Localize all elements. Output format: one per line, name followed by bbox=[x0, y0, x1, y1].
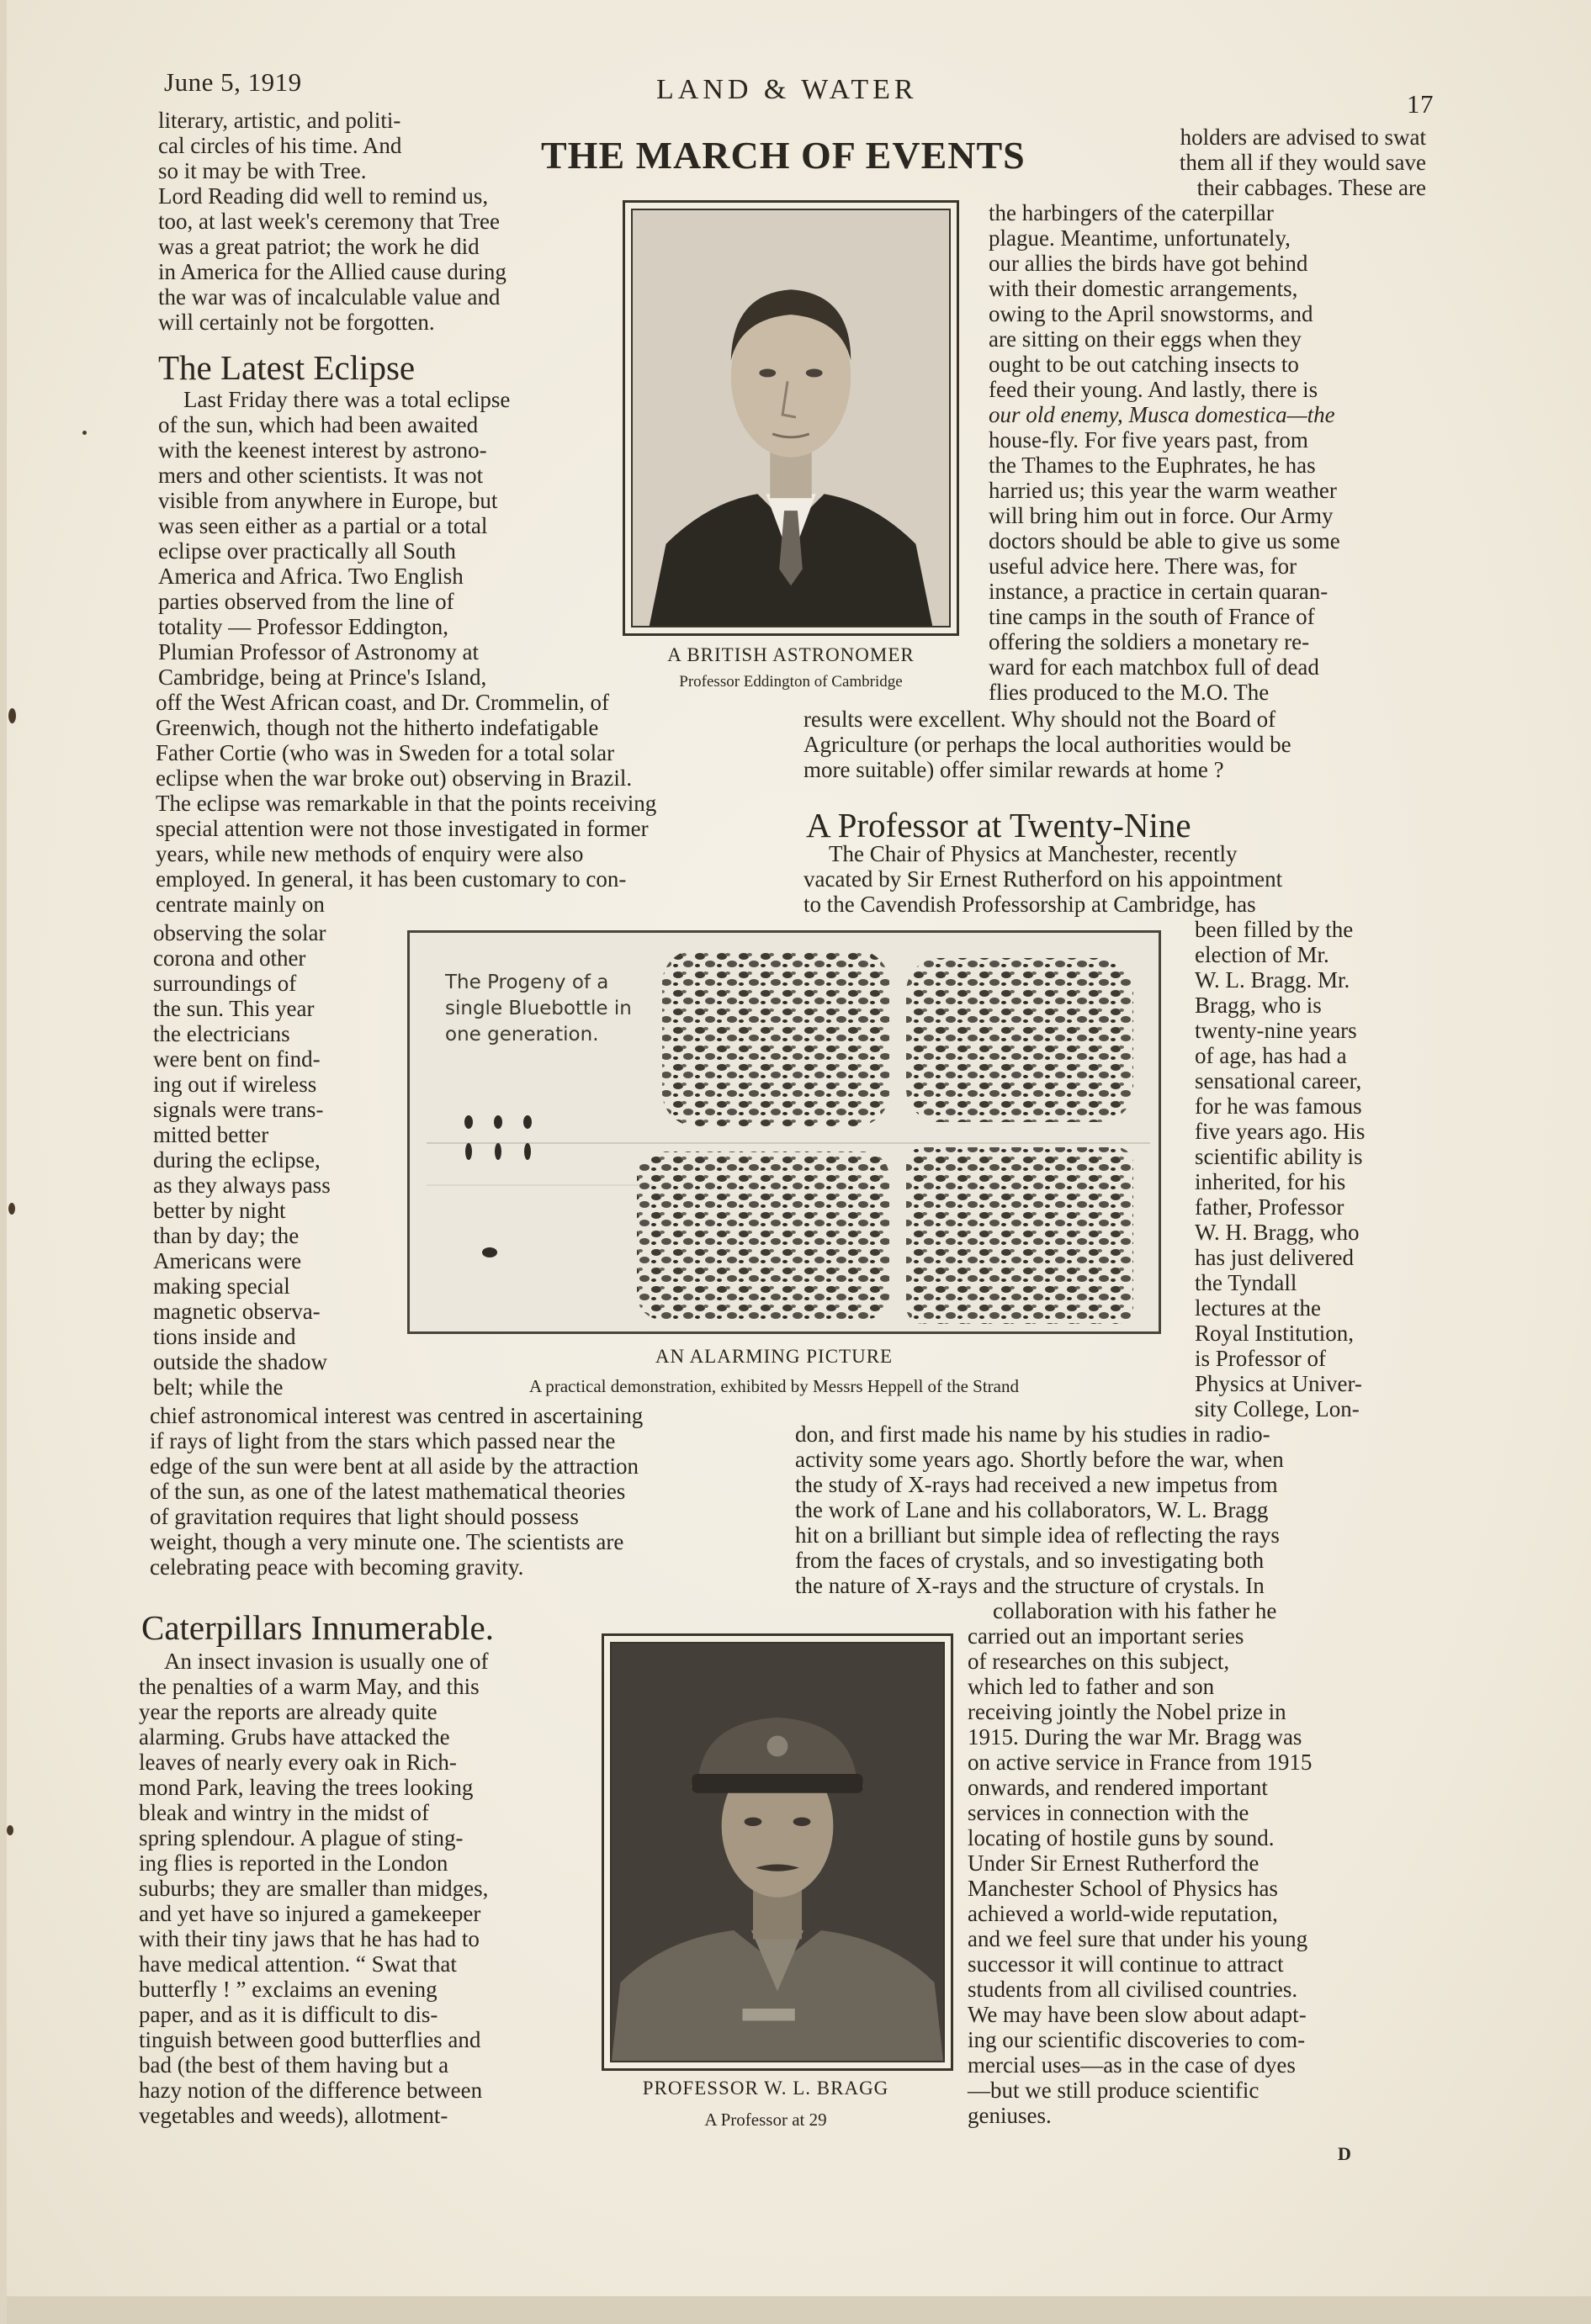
text-line: year the reports are already quite bbox=[139, 1699, 438, 1724]
text-line: receiving jointly the Nobel prize in bbox=[968, 1699, 1286, 1724]
text-line: sity College, Lon- bbox=[1195, 1396, 1360, 1421]
text-line: parties observed from the line of bbox=[158, 589, 454, 614]
stain-mark bbox=[7, 1825, 13, 1835]
text-line: vegetables and weeds), allotment- bbox=[139, 2103, 448, 2128]
eclipse-heading: The Latest Eclipse bbox=[158, 348, 416, 387]
text-line: services in connection with the bbox=[968, 1800, 1249, 1825]
text-line: our old enemy, Musca domestica—the bbox=[989, 402, 1335, 427]
text-line: hazy notion of the difference between bbox=[139, 2078, 483, 2103]
text-line: was a great patriot; the work he did bbox=[158, 234, 480, 259]
text-line: ing flies is reported in the London bbox=[139, 1850, 448, 1876]
text-line: our allies the birds have got behind bbox=[989, 251, 1308, 276]
text-line: to the Cavendish Professorship at Cambridge, has bbox=[803, 892, 1256, 917]
text-line: We may have been slow about adapt- bbox=[968, 2002, 1307, 2027]
eddington-photo-frame bbox=[623, 200, 959, 636]
text-line: and we feel sure that under his young bbox=[968, 1926, 1308, 1951]
text-line: with their domestic arrangements, bbox=[989, 276, 1298, 301]
text-line: is Professor of bbox=[1195, 1346, 1326, 1371]
text-line: alarming. Grubs have attacked the bbox=[139, 1724, 450, 1750]
text-line: making special bbox=[153, 1273, 290, 1299]
text-line: owing to the April snowstorms, and bbox=[989, 301, 1313, 326]
text-line: bleak and wintry in the midst of bbox=[139, 1800, 429, 1825]
text-line: tinguish between good butterflies and bbox=[139, 2027, 481, 2052]
text-line: Greenwich, though not the hitherto indefatigable bbox=[156, 715, 599, 740]
text-line: An insect invasion is usually one of bbox=[164, 1649, 489, 1674]
text-line: plague. Meantime, unfortunately, bbox=[989, 225, 1291, 251]
text-line: results were excellent. Why should not the Board of bbox=[803, 707, 1276, 732]
text-line: locating of hostile guns by sound. bbox=[968, 1825, 1275, 1850]
text-line: twenty-nine years bbox=[1195, 1018, 1357, 1043]
text-line: students from all civilised countries. bbox=[968, 1977, 1298, 2002]
text-line: inherited, for his bbox=[1195, 1169, 1346, 1194]
text-line: in America for the Allied cause during bbox=[158, 259, 506, 284]
text-line: Manchester School of Physics has bbox=[968, 1876, 1278, 1901]
text-line: feed their young. And lastly, there is bbox=[989, 377, 1318, 402]
bragg-photo bbox=[610, 1642, 945, 2062]
text-line: has just delivered bbox=[1195, 1245, 1354, 1270]
text-line: the work of Lane and his collaborators, W. L. Bragg bbox=[795, 1497, 1269, 1522]
text-line: been filled by the bbox=[1195, 917, 1354, 942]
text-line: chief astronomical interest was centred in ascertaining bbox=[150, 1403, 644, 1428]
right-col-continued bbox=[803, 707, 1426, 782]
eddington-portrait-image bbox=[633, 210, 949, 626]
text-line: the Thames to the Euphrates, he has bbox=[989, 453, 1316, 478]
text-line: offering the soldiers a monetary re- bbox=[989, 629, 1310, 654]
text-line: bad (the best of them having but a bbox=[139, 2052, 449, 2078]
text-line: 1915. During the war Mr. Bragg was bbox=[968, 1724, 1302, 1750]
left-edge-band bbox=[0, 0, 7, 2324]
text-line: their cabbages. These are bbox=[1196, 175, 1426, 200]
text-line: Plumian Professor of Astronomy at bbox=[158, 639, 479, 664]
text-line: the study of X-rays had received a new impetus from bbox=[795, 1472, 1278, 1497]
professor-text-mid bbox=[795, 1421, 1418, 1598]
text-line: the penalties of a warm May, and this bbox=[139, 1674, 480, 1699]
text-line: years, while new methods of enquiry were also bbox=[156, 841, 584, 866]
professor-heading: A Professor at Twenty-Nine bbox=[806, 806, 1191, 844]
text-line: vacated by Sir Ernest Rutherford on his appointment bbox=[803, 866, 1283, 892]
text-line: flies produced to the M.O. The bbox=[989, 680, 1270, 705]
text-line: collaboration with his father he bbox=[993, 1598, 1277, 1623]
text-line: will bring him out in force. Our Army bbox=[989, 503, 1334, 528]
text-line: surroundings of bbox=[153, 971, 297, 996]
text-line: single Bluebottle in bbox=[445, 998, 632, 1019]
text-line: outside the shadow bbox=[153, 1349, 327, 1374]
eclipse-text-side bbox=[153, 920, 374, 1400]
text-line: W. H. Bragg, who bbox=[1195, 1220, 1360, 1245]
text-line: were bent on find- bbox=[153, 1046, 321, 1072]
text-line: Lord Reading did well to remind us, bbox=[158, 183, 489, 209]
text-line: of the sun, which had been awaited bbox=[158, 412, 479, 437]
text-line: are sitting on their eggs when they bbox=[989, 326, 1302, 352]
text-line: too, at last week's ceremony that Tree bbox=[158, 209, 501, 234]
text-line: was seen either as a partial or a total bbox=[158, 513, 488, 538]
bragg-caption: PROFESSOR W. L. BRAGG bbox=[642, 2078, 889, 2099]
text-line: so it may be with Tree. bbox=[158, 158, 367, 183]
text-line: tine camps in the south of France of bbox=[989, 604, 1315, 629]
text-line: —but we still produce scientific bbox=[968, 2078, 1260, 2103]
text-line: tions inside and bbox=[153, 1324, 296, 1349]
text-line: better by night bbox=[153, 1198, 286, 1223]
professor-text-side bbox=[1195, 917, 1422, 1421]
text-line: ward for each matchbox full of dead bbox=[989, 654, 1319, 680]
professor-text-wide bbox=[803, 841, 1426, 917]
text-line: lectures at the bbox=[1195, 1295, 1321, 1321]
text-line: centrate mainly on bbox=[156, 892, 325, 917]
text-line: Bragg, who is bbox=[1195, 993, 1322, 1018]
text-line: carried out an important series bbox=[968, 1623, 1244, 1649]
text-line: achieved a world-wide reputation, bbox=[968, 1901, 1278, 1926]
text-line: more suitable) offer similar rewards at home ? bbox=[803, 757, 1224, 782]
text-line: hit on a brilliant but simple idea of reflecting the rays bbox=[795, 1522, 1280, 1548]
text-line: Father Cortie (who was in Sweden for a total solar bbox=[156, 740, 615, 765]
text-line: mercial uses—as in the case of dyes bbox=[968, 2052, 1296, 2078]
text-line: which led to father and son bbox=[968, 1674, 1215, 1699]
text-line: mers and other scientists. It was not bbox=[158, 463, 484, 488]
text-line: election of Mr. bbox=[1195, 942, 1329, 967]
eclipse-text-end bbox=[150, 1403, 764, 1580]
text-line: Under Sir Ernest Rutherford the bbox=[968, 1850, 1260, 1876]
text-line: special attention were not those investigated in former bbox=[156, 816, 649, 841]
text-line: Agriculture (or perhaps the local authorities would be bbox=[803, 732, 1291, 757]
text-line: and yet have so injured a gamekeeper bbox=[139, 1901, 481, 1926]
text-line: The Chair of Physics at Manchester, recently bbox=[829, 841, 1238, 866]
text-line: Cambridge, being at Prince's Island, bbox=[158, 664, 487, 690]
text-line: successor it will continue to attract bbox=[968, 1951, 1284, 1977]
text-line: father, Professor bbox=[1195, 1194, 1344, 1220]
text-line: activity some years ago. Shortly before the war, when bbox=[795, 1447, 1284, 1472]
text-line: sensational career, bbox=[1195, 1068, 1362, 1093]
text-line: with their tiny jaws that he has had to bbox=[139, 1926, 480, 1951]
flies-caption: AN ALARMING PICTURE bbox=[655, 1346, 894, 1367]
text-line: as they always pass bbox=[153, 1173, 331, 1198]
text-line: of researches on this subject, bbox=[968, 1649, 1230, 1674]
text-line: The Progeny of a bbox=[445, 971, 609, 993]
text-line: suburbs; they are smaller than midges, bbox=[139, 1876, 489, 1901]
professor-text-end bbox=[968, 1598, 1413, 2128]
text-line: scientific ability is bbox=[1195, 1144, 1363, 1169]
text-line: them all if they would save bbox=[1179, 150, 1426, 175]
eclipse-text-narrow bbox=[158, 387, 592, 690]
text-line: holders are advised to swat bbox=[1180, 124, 1426, 150]
text-line: America and Africa. Two English bbox=[158, 564, 464, 589]
text-line: ing our scientific discoveries to com- bbox=[968, 2027, 1306, 2052]
text-line: the harbingers of the caterpillar bbox=[989, 200, 1274, 225]
text-line: with the keenest interest by astrono- bbox=[158, 437, 487, 463]
flies-photo bbox=[407, 930, 1161, 1334]
text-line: mitted better bbox=[153, 1122, 269, 1147]
text-line: totality — Professor Eddington, bbox=[158, 614, 448, 639]
text-line: observing the solar bbox=[153, 920, 326, 945]
text-line: The eclipse was remarkable in that the points receiving bbox=[156, 791, 657, 816]
text-line: ing out if wireless bbox=[153, 1072, 317, 1097]
text-line: Last Friday there was a total eclipse bbox=[183, 387, 511, 412]
text-line: the nature of X-rays and the structure of crystals. In bbox=[795, 1573, 1265, 1598]
text-line: for he was famous bbox=[1195, 1093, 1362, 1119]
text-line: instance, a practice in certain quaran- bbox=[989, 579, 1328, 604]
signature-mark: D bbox=[1338, 2143, 1351, 2164]
right-col-top bbox=[989, 124, 1426, 705]
text-line: eclipse over practically all South bbox=[158, 538, 456, 564]
text-line: during the eclipse, bbox=[153, 1147, 321, 1173]
text-line: belt; while the bbox=[153, 1374, 284, 1400]
eddington-caption: A BRITISH ASTRONOMER bbox=[667, 644, 915, 665]
text-line: the sun. This year bbox=[153, 996, 315, 1021]
text-line: the electricians bbox=[153, 1021, 290, 1046]
text-line: edge of the sun were bent at all aside by the attraction bbox=[150, 1453, 639, 1479]
text-line: house-fly. For five years past, from bbox=[989, 427, 1308, 453]
text-line: visible from anywhere in Europe, but bbox=[158, 488, 498, 513]
flies-subcaption: A practical demonstration, exhibited by Messrs Heppell of the Strand bbox=[528, 1376, 1020, 1396]
text-line: geniuses. bbox=[968, 2103, 1052, 2128]
text-line: five years ago. His bbox=[1195, 1119, 1366, 1144]
text-line: don, and first made his name by his studies in radio- bbox=[795, 1421, 1270, 1447]
text-line: signals were trans- bbox=[153, 1097, 324, 1122]
stain-mark bbox=[8, 1203, 15, 1215]
caterpillars-heading: Caterpillars Innumerable. bbox=[141, 1608, 494, 1647]
text-line: paper, and as it is difficult to dis- bbox=[139, 2002, 438, 2027]
article-title: THE MARCH OF EVENTS bbox=[541, 134, 1026, 177]
text-line: of the sun, as one of the latest mathematical theories bbox=[150, 1479, 626, 1504]
text-line: ought to be out catching insects to bbox=[989, 352, 1299, 377]
text-line: W. L. Bragg. Mr. bbox=[1195, 967, 1350, 993]
text-line: weight, though a very minute one. The scientists are bbox=[150, 1529, 624, 1554]
text-line: harried us; this year the warm weather bbox=[989, 478, 1337, 503]
text-line: Physics at Univer- bbox=[1195, 1371, 1362, 1396]
left-col-intro bbox=[158, 108, 596, 335]
text-line: spring splendour. A plague of sting- bbox=[139, 1825, 464, 1850]
bragg-photo-frame bbox=[602, 1633, 953, 2071]
text-line: off the West African coast, and Dr. Crommelin, of bbox=[156, 690, 609, 715]
text-line: than by day; the bbox=[153, 1223, 300, 1248]
eclipse-text-wide bbox=[156, 690, 770, 917]
text-line: Royal Institution, bbox=[1195, 1321, 1354, 1346]
text-line: leaves of nearly every oak in Rich- bbox=[139, 1750, 457, 1775]
text-line: if rays of light from the stars which passed near the bbox=[150, 1428, 616, 1453]
bottom-edge-band bbox=[0, 2296, 1591, 2324]
stain-mark bbox=[82, 431, 87, 435]
text-line: butterfly ! ” exclaims an evening bbox=[139, 1977, 438, 2002]
eddington-photo bbox=[631, 209, 951, 627]
caterpillars-text bbox=[139, 1649, 573, 2128]
eddington-subcaption: Professor Eddington of Cambridge bbox=[679, 673, 903, 691]
text-line: mond Park, leaving the trees looking bbox=[139, 1775, 474, 1800]
text-line: literary, artistic, and politi- bbox=[158, 108, 401, 133]
page-number: 17 bbox=[1407, 89, 1434, 119]
text-line: corona and other bbox=[153, 945, 306, 971]
masthead: LAND & WATER bbox=[656, 74, 918, 105]
text-line: of gravitation requires that light should possess bbox=[150, 1504, 579, 1529]
stain-mark bbox=[8, 708, 16, 723]
text-line: have medical attention. “ Swat that bbox=[139, 1951, 457, 1977]
text-line: employed. In general, it has been customary to con- bbox=[156, 866, 627, 892]
text-line: useful advice here. There was, for bbox=[989, 553, 1297, 579]
text-line: eclipse when the war broke out) observing in Brazil. bbox=[156, 765, 633, 791]
text-line: of age, has had a bbox=[1195, 1043, 1347, 1068]
text-line: doctors should be able to give us some bbox=[989, 528, 1340, 553]
fly-swarm-image bbox=[410, 933, 1159, 1331]
text-line: celebrating peace with becoming gravity. bbox=[150, 1554, 524, 1580]
text-line: cal circles of his time. And bbox=[158, 133, 402, 158]
issue-date: June 5, 1919 bbox=[164, 67, 302, 97]
text-line: one generation. bbox=[445, 1024, 599, 1046]
text-line: Americans were bbox=[153, 1248, 302, 1273]
text-line: the war was of incalculable value and bbox=[158, 284, 501, 310]
text-line: magnetic observa- bbox=[153, 1299, 321, 1324]
text-line: onwards, and rendered important bbox=[968, 1775, 1268, 1800]
text-line: the Tyndall bbox=[1195, 1270, 1297, 1295]
text-line: from the faces of crystals, and so investigating both bbox=[795, 1548, 1265, 1573]
text-line: will certainly not be forgotten. bbox=[158, 310, 435, 335]
bragg-portrait-image bbox=[612, 1644, 943, 2061]
bragg-subcaption: A Professor at 29 bbox=[704, 2110, 827, 2130]
text-line: on active service in France from 1915 bbox=[968, 1750, 1313, 1775]
